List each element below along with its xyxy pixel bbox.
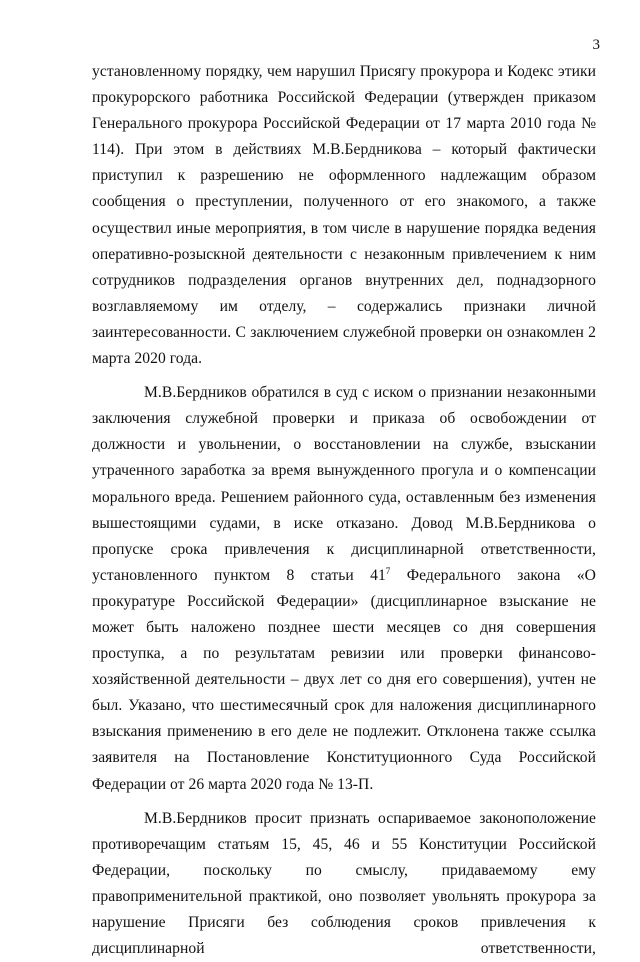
paragraph-court-claim-text-after: Федерального закона «О прокуратуре Российской Федерации» (дисциплинарное взыскание не может быть наложено позднее шести месяцев со дня совершения проступка, а по результатам ревизии или проверки финансово-хозяйственной деятельности – двух лет со дня его совершения), учтен не был. Указано, что шестимесячный срок для наложения дисциплинарного взыскания применению в его деле не подлежит. Отклонена также ссылка заявителя на Постановление Конституционного Суда Российской Федерации от 26 марта 2020 года № 13-П. bbox=[92, 566, 596, 793]
document-body bbox=[92, 59, 596, 962]
article-superscript: 7 bbox=[385, 565, 391, 576]
paragraph-applicant-request: М.В.Бердников просит признать оспариваемое законоположение противоречащим статьям 15, 45, 46 и 55 Конституции Российской Федерации, поскольку по смыслу, придаваемому ему правоприменительной практикой, оно позволяет увольнять прокурора за нарушение Присяги без соблюдения сроков привлечения к дисциплинарной ответственности, bbox=[92, 809, 596, 958]
page-number: 3 bbox=[592, 37, 600, 53]
paragraph-court-claim bbox=[92, 380, 596, 798]
paragraph-service-inspection: установленному порядку, чем нарушил Присягу прокурора и Кодекс этики прокурорского работника Российской Федерации (утвержден приказом Генерального прокурора Российской Федерации от 17 марта 2010 года № 114). При этом в действиях М.В.Бердникова – который фактически приступил к разрешению не оформленного надлежащим образом сообщения о преступлении, полученного от его знакомого, а также осуществил иные мероприятия, в том числе в нарушение порядка ведения оперативно-розыскной деятельности с незаконным привлечением к ним сотрудников подразделения органов внутренних дел, поднадзорного возглавляемому им отделу, – содержались признаки личной заинтересованности. С заключением служебной проверки он ознакомлен 2 марта 2020 года. bbox=[92, 63, 596, 368]
paragraph-court-claim-text-before: М.В.Бердников обратился в суд с иском о признании незаконными заключения служебной проверки и приказа об освобождении от должности и увольнении, о восстановлении на службе, взыскании утраченного заработка за время вынужденного прогула и о компенсации морального вреда. Решением районного суда, оставленным без изменения вышестоящими судами, в иске отказано. Довод М.В.Бердникова о пропуске срока привлечения к дисциплинарной ответственности, установленного пунктом 8 статьи 41 bbox=[92, 384, 596, 584]
